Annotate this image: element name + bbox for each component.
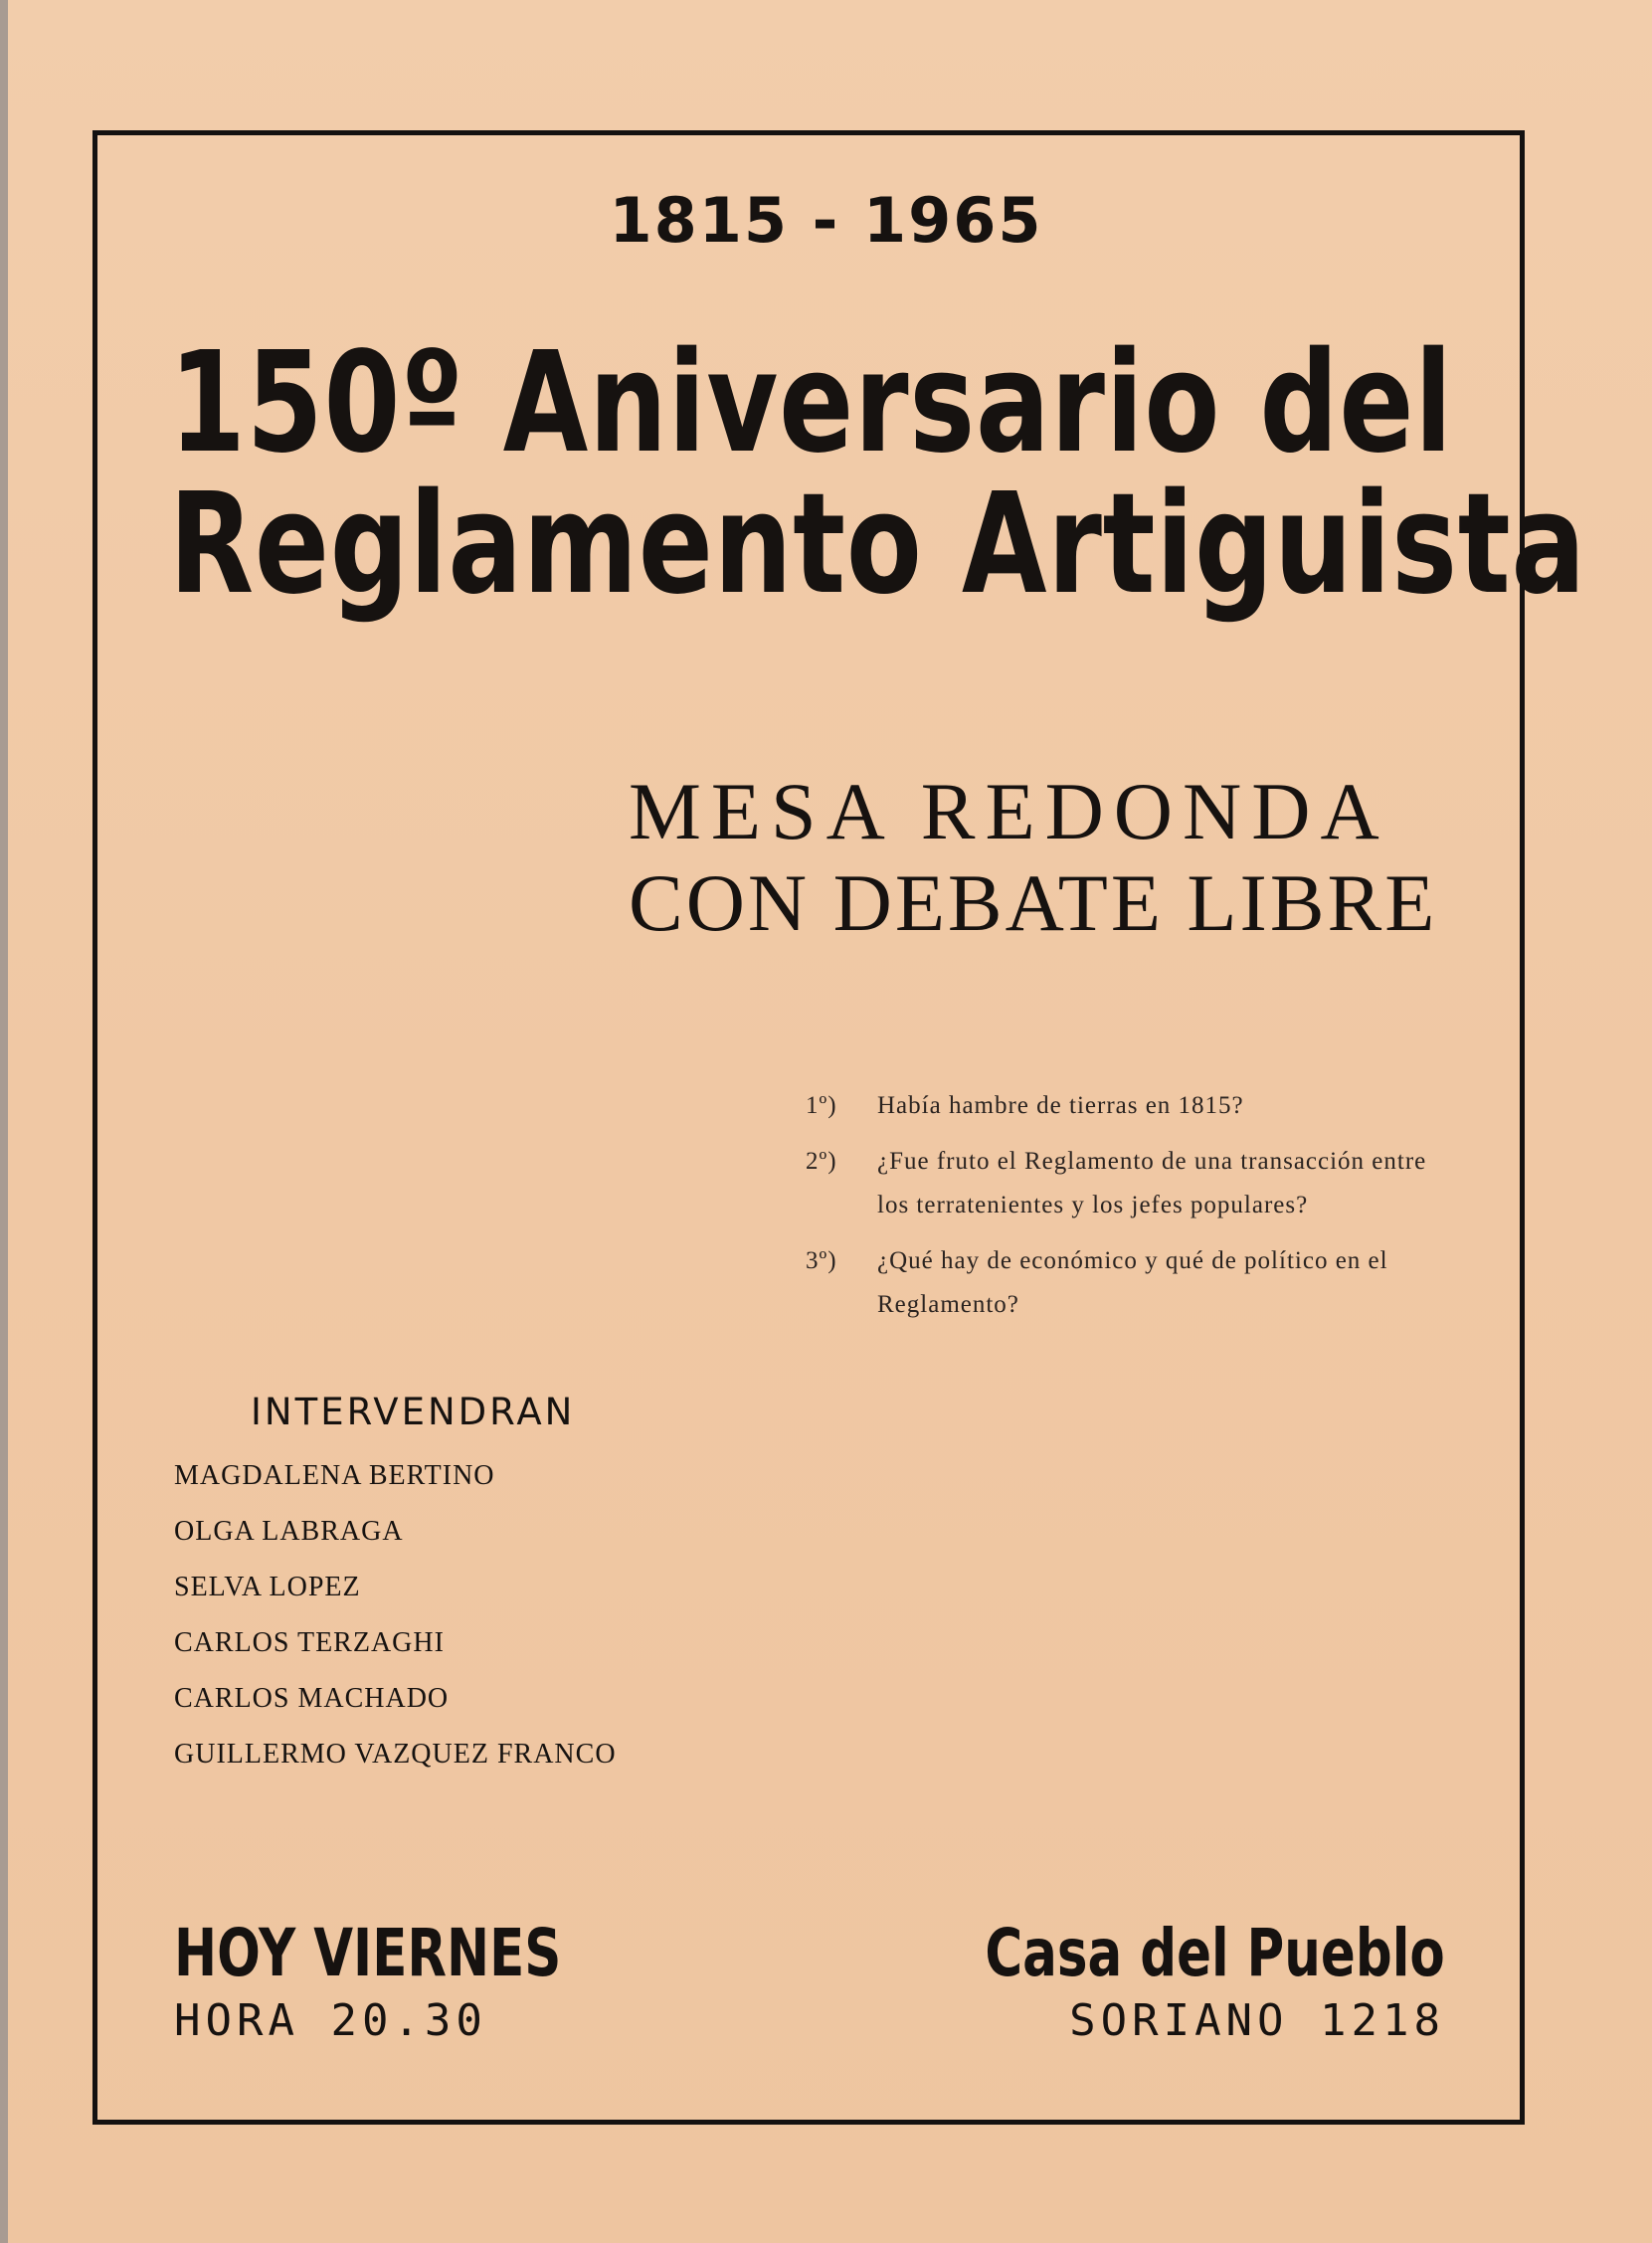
title-line-1: 150º Aniversario del bbox=[169, 322, 1453, 484]
speakers-heading: INTERVENDRAN bbox=[251, 1391, 576, 1433]
title-line-2: Reglamento Artiguista bbox=[169, 464, 1586, 626]
event-day: HOY VIERNES bbox=[174, 1915, 562, 1991]
question-number: 1º) bbox=[806, 1092, 837, 1119]
venue-name: Casa del Pueblo bbox=[985, 1915, 1445, 1991]
question-number: 2º) bbox=[806, 1148, 837, 1175]
question-text: Había hambre de tierras en 1815? bbox=[877, 1092, 1244, 1119]
question-text: ¿Fue fruto el Reglamento de una transacción entre los terratenientes y los jefes populares? bbox=[877, 1148, 1427, 1218]
speaker-name: CARLOS MACHADO bbox=[174, 1683, 450, 1714]
event-time bbox=[174, 1915, 670, 2046]
years-heading: 1815 - 1965 bbox=[609, 184, 1043, 257]
question-number: 3º) bbox=[806, 1247, 837, 1274]
subtitle-line-1: MESA REDONDA bbox=[629, 766, 1389, 856]
question-item bbox=[806, 1084, 1452, 1128]
speaker-name: GUILLERMO VAZQUEZ FRANCO bbox=[174, 1739, 617, 1770]
subtitle-line-2: CON DEBATE LIBRE bbox=[629, 857, 1438, 948]
question-item bbox=[806, 1239, 1452, 1327]
speaker-name: SELVA LOPEZ bbox=[174, 1572, 361, 1602]
event-subtitle bbox=[629, 766, 1444, 949]
venue-address: SORIANO 1218 bbox=[1069, 1995, 1445, 2046]
speaker-name: MAGDALENA BERTINO bbox=[174, 1460, 495, 1491]
speaker-list bbox=[174, 1448, 617, 1782]
poster-title bbox=[169, 322, 1586, 626]
event-location bbox=[855, 1915, 1445, 2046]
question-text: ¿Qué hay de económico y qué de político en el Reglamento? bbox=[877, 1247, 1388, 1318]
page-edge bbox=[0, 0, 8, 2243]
speaker-name: CARLOS TERZAGHI bbox=[174, 1627, 445, 1658]
event-hour: HORA 20.30 bbox=[174, 1995, 487, 2046]
question-list bbox=[806, 1084, 1452, 1339]
speaker-name: OLGA LABRAGA bbox=[174, 1516, 404, 1547]
question-item bbox=[806, 1140, 1452, 1227]
